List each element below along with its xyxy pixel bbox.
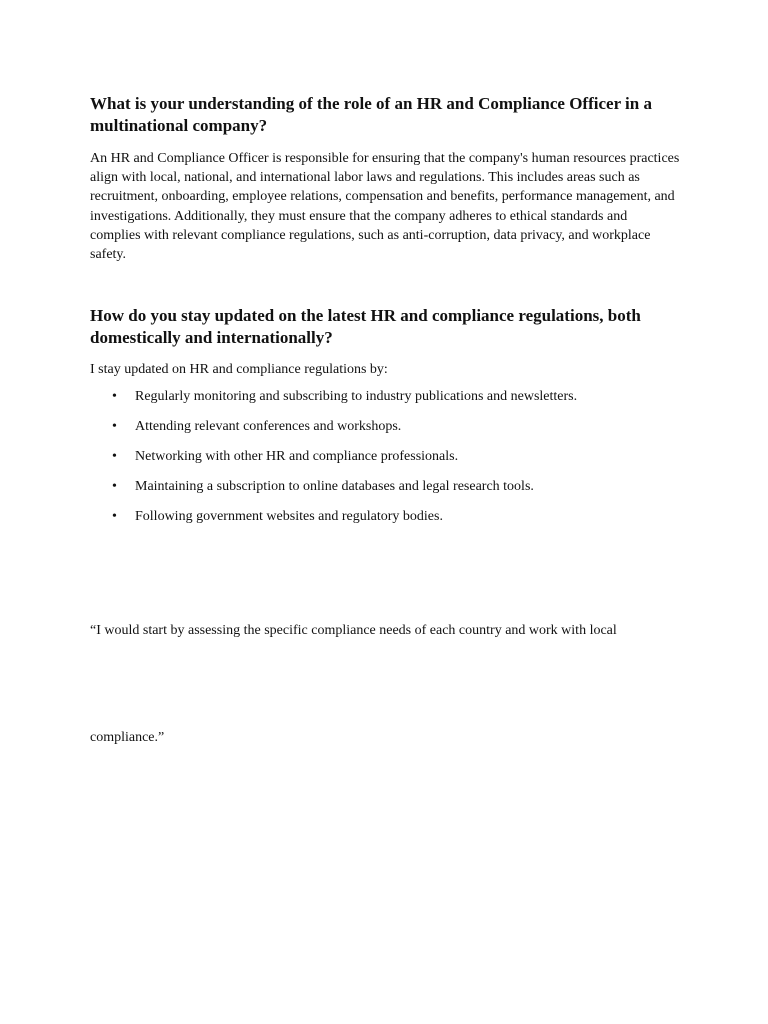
- list-item: [90, 447, 690, 477]
- quote-line-start: “I would start by assessing the specific compliance needs of each country and work with local: [90, 623, 617, 638]
- bullet-icon: •: [112, 419, 117, 434]
- question-heading-updates: How do you stay updated on the latest HR and compliance regulations, both domestically and internationally?: [90, 306, 641, 347]
- answer-intro-updates: I stay updated on HR and compliance regulations by:: [90, 362, 388, 377]
- bullet-icon: •: [112, 479, 117, 494]
- list-item-text: Regularly monitoring and subscribing to industry publications and newsletters.: [135, 389, 578, 404]
- bullet-icon: •: [112, 509, 117, 524]
- bullet-icon: •: [112, 449, 117, 464]
- list-item-text: Following government websites and regulatory bodies.: [135, 509, 443, 524]
- bullet-list: [90, 387, 690, 537]
- question-heading-role: What is your understanding of the role of an HR and Compliance Officer in a multinational company?: [90, 94, 652, 135]
- list-item-text: Attending relevant conferences and workshops.: [135, 419, 402, 434]
- list-item-text: Maintaining a subscription to online databases and legal research tools.: [135, 479, 534, 494]
- list-item: [90, 417, 690, 447]
- answer-paragraph-role: An HR and Compliance Officer is responsible for ensuring that the company's human resources practices align with local, national, and international labor laws and regulations. This includes areas such as recruitment, onboarding, employee relations, compensation and benefits, performance management, and investigations. Additionally, they must ensure that the company adheres to ethical standards and complies with relevant compliance regulations, such as anti-corruption, data privacy, and workplace safety.: [90, 151, 680, 263]
- bullet-icon: •: [112, 389, 117, 404]
- list-item-text: Networking with other HR and compliance professionals.: [135, 449, 459, 464]
- list-item: [90, 507, 690, 537]
- list-item: [90, 387, 690, 417]
- quote-line-end: compliance.”: [90, 730, 165, 745]
- list-item: [90, 477, 690, 507]
